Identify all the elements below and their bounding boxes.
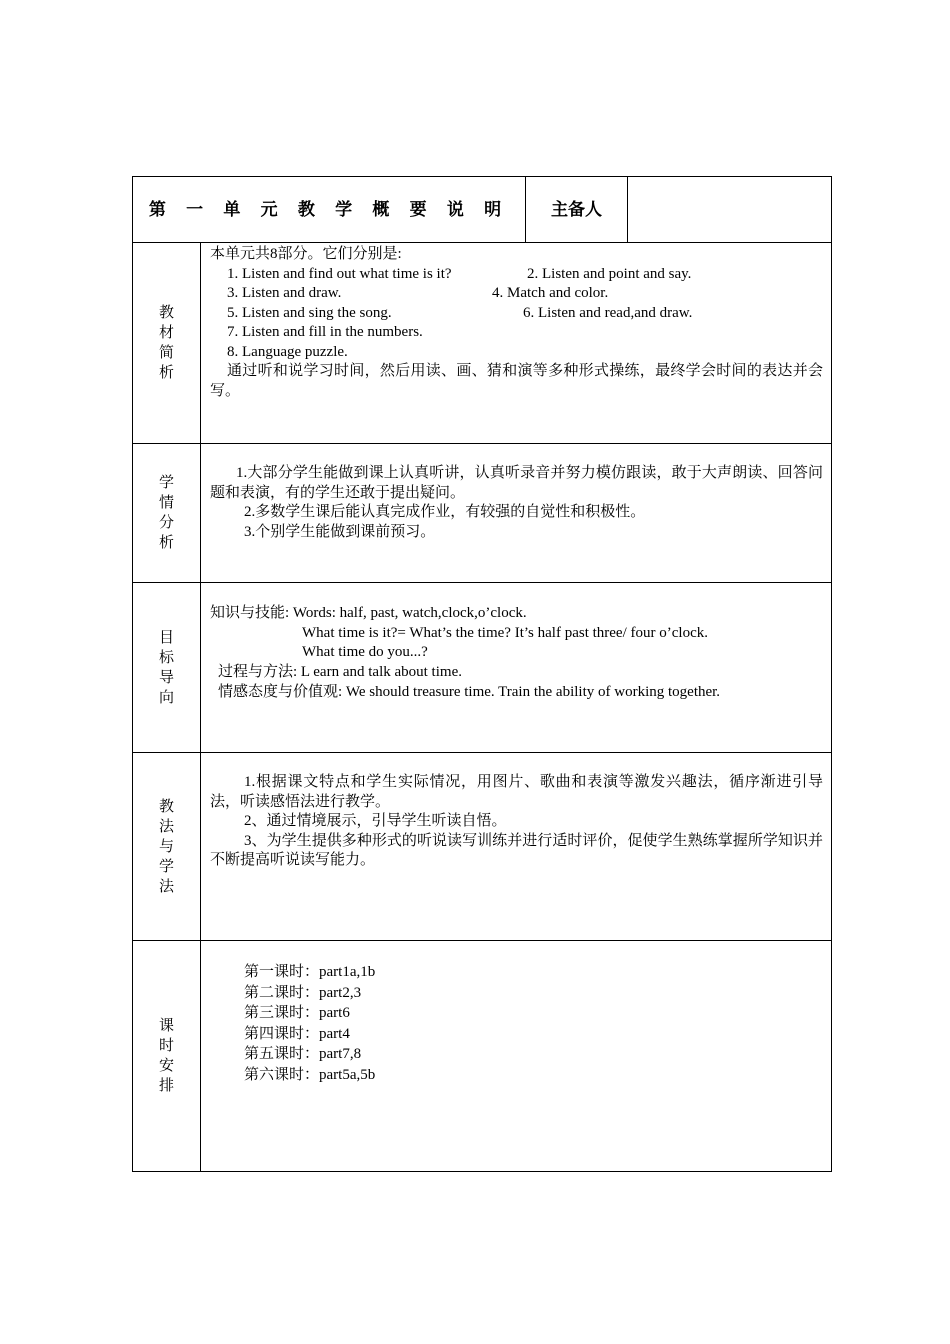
section-content-schedule: 第一课时：part1a,1b 第二课时：part2,3 第三课时：part6 第四课时：part4 第五课时：part7,8 第六课时：part5a,5b — [201, 941, 832, 1172]
section-content-goals: 知识与技能: Words: half, past, watch,clock,o’clock. What time is it?= What’s the time? It’s half past three/ four o’clock. What time do you...? 过程与方法: L earn and talk about time. 情感态度与价值观: We should treasure time. Train the ability of working together. — [201, 583, 832, 753]
section-content-students: 1.大部分学生能做到课上认真听讲，认真听录音并努力模仿跟读，敢于大声朗读、回答问题和表演，有的学生还敢于提出疑问。 2.多数学生课后能认真完成作业，有较强的自觉性和积极性。 3.个别学生能做到课前预习。 — [201, 444, 832, 583]
owner-value — [628, 177, 832, 243]
doc-title: 第 一 单 元 教 学 概 要 说 明 — [133, 177, 526, 243]
section-content-materials: 本单元共8部分。它们分别是: 1. Listen and find out what time is it? 2. Listen and point and say. 3. Listen and draw. 4. Match and color. 5. Listen and sing the song. 6. Listen and read,and draw. 7. Listen and fill in the numbers. 8. Language puzzle. 通过听和说学习时间，然后用读、画、猜和演等多种形式操练，最终学会时间的表达并会写。 — [201, 243, 832, 444]
section-label: 课时安排 — [133, 941, 201, 1172]
section-label: 教材简析 — [133, 243, 201, 444]
unit-overview-table — [132, 176, 832, 1172]
section-label: 学情分析 — [133, 444, 201, 583]
owner-label: 主备人 — [526, 177, 628, 243]
section-label: 目标导向 — [133, 583, 201, 753]
section-content-methods: 1.根据课文特点和学生实际情况，用图片、歌曲和表演等激发兴趣法，循序渐进引导法，听读感悟法进行教学。 2、通过情境展示，引导学生听读自悟。 3、为学生提供多种形式的听说读写训练并进行适时评价，促使学生熟练掌握所学知识并不断提高听说读写能力。 — [201, 753, 832, 941]
section-label: 教法与学法 — [133, 753, 201, 941]
